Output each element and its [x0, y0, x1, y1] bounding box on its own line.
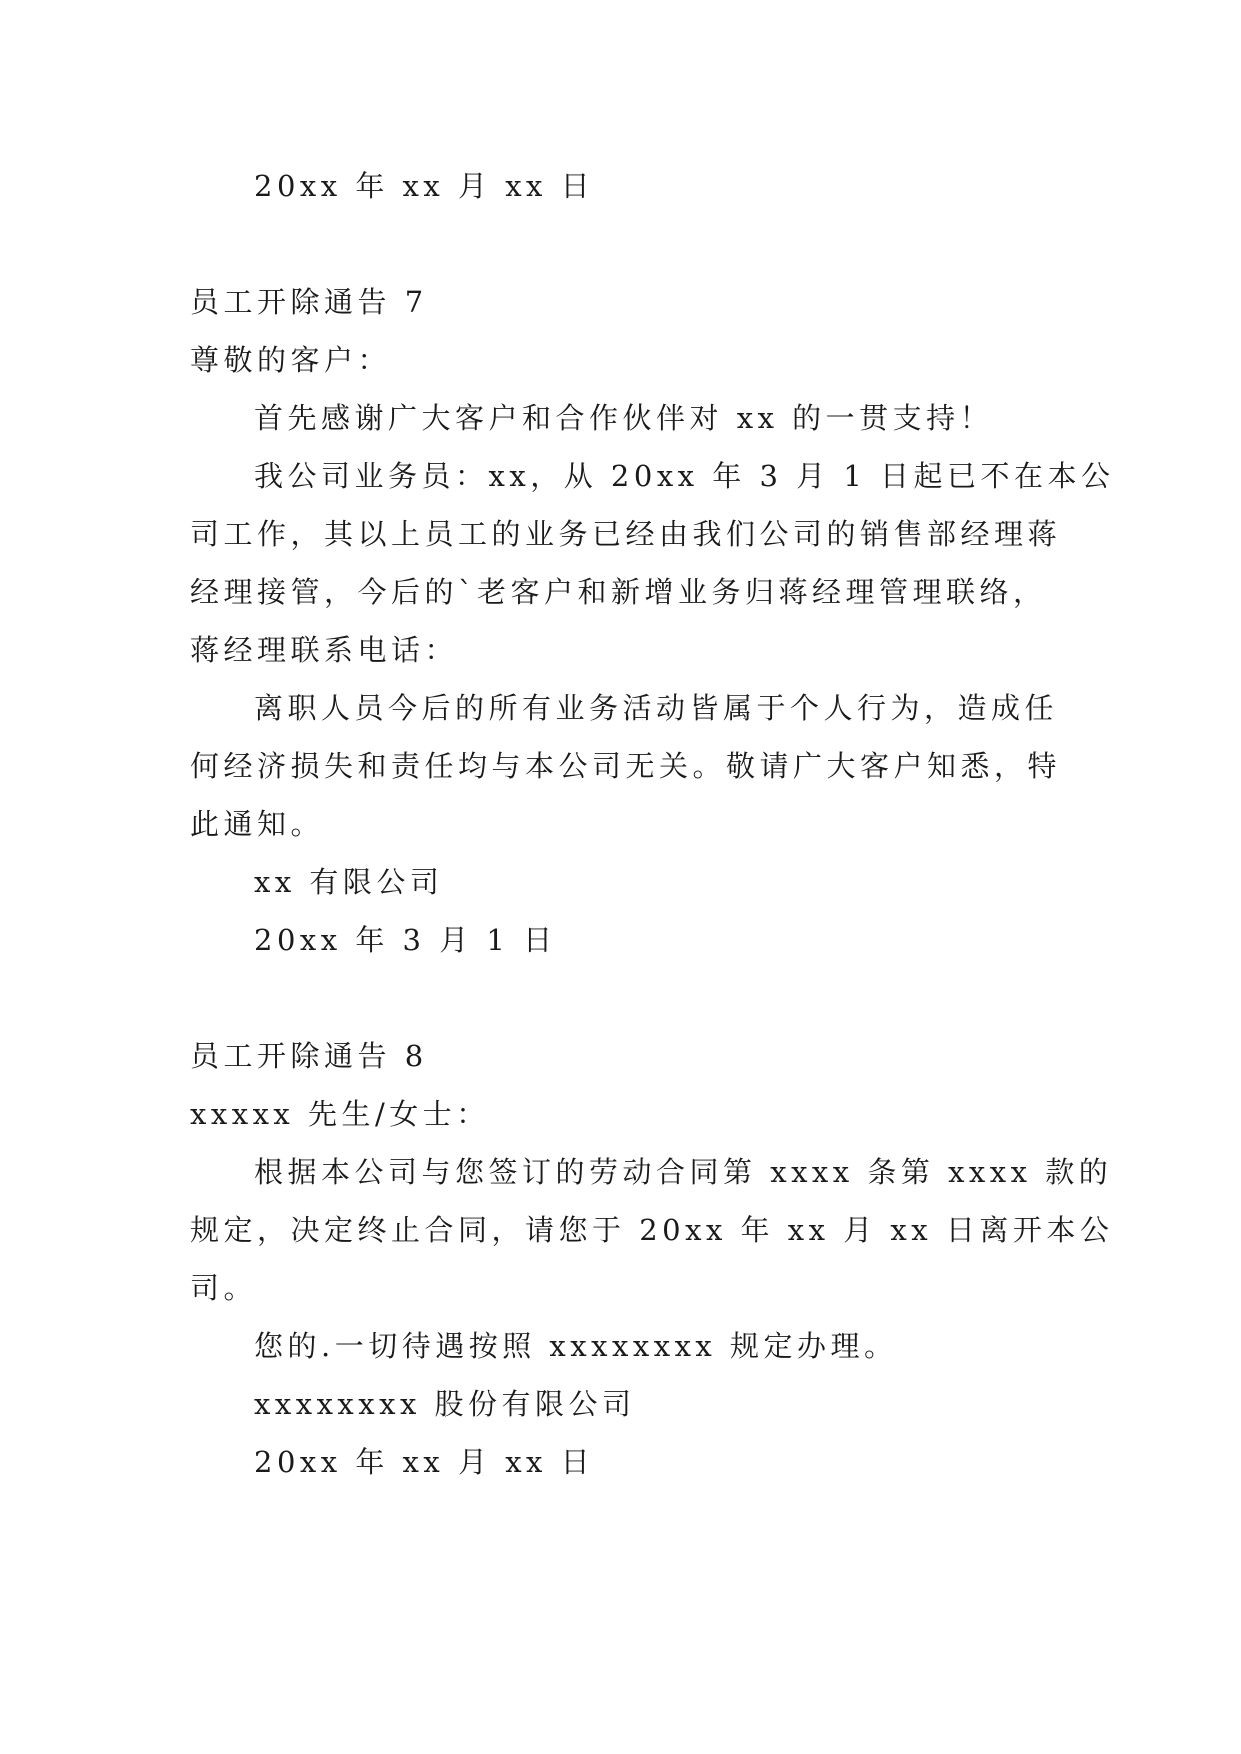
notice8-salutation: xxxxx 先生/女士： [190, 1097, 490, 1131]
notice7-p3-line-3: 此通知。 [190, 807, 325, 841]
notice7-p2-line-1: 我公司业务员：xx，从 20xx 年 3 月 1 日起已不在本公 [254, 459, 1115, 493]
notice7-p2-line-3: 经理接管，今后的`老客户和新增业务归蒋经理管理联络， [190, 575, 1047, 609]
notice8-signer: xxxxxxxx 股份有限公司 [254, 1387, 636, 1421]
notice7-salutation: 尊敬的客户： [190, 343, 392, 377]
notice7-p3-line-1: 离职人员今后的所有业务活动皆属于个人行为，造成任 [254, 691, 1059, 725]
notice8-p1-line-1: 根据本公司与您签订的劳动合同第 xxxx 条第 xxxx 款的 [254, 1155, 1113, 1189]
notice7-date: 20xx 年 3 月 1 日 [254, 923, 557, 957]
notice7-p2-line-2: 司工作，其以上员工的业务已经由我们公司的销售部经理蒋 [190, 517, 1062, 551]
notice7-signer: xx 有限公司 [254, 865, 444, 899]
notice8-title: 员工开除通告 8 [190, 1039, 428, 1073]
notice7-paragraph-1: 首先感谢广大客户和合作伙伴对 xx 的一贯支持！ [254, 401, 994, 435]
notice7-p2-line-4: 蒋经理联系电话： [190, 633, 459, 667]
top-date: 20xx 年 xx 月 xx 日 [254, 169, 595, 203]
notice8-date: 20xx 年 xx 月 xx 日 [254, 1445, 595, 1479]
notice7-p3-line-2: 何经济损失和责任均与本公司无关。敬请广大客户知悉，特 [190, 749, 1062, 783]
notice8-p1-line-2: 规定，决定终止合同，请您于 20xx 年 xx 月 xx 日离开本公 [190, 1213, 1114, 1247]
notice7-title: 员工开除通告 7 [190, 285, 428, 319]
notice8-paragraph-2: 您的.一切待遇按照 xxxxxxxx 规定办理。 [254, 1329, 898, 1363]
notice8-p1-line-3: 司。 [190, 1271, 258, 1305]
